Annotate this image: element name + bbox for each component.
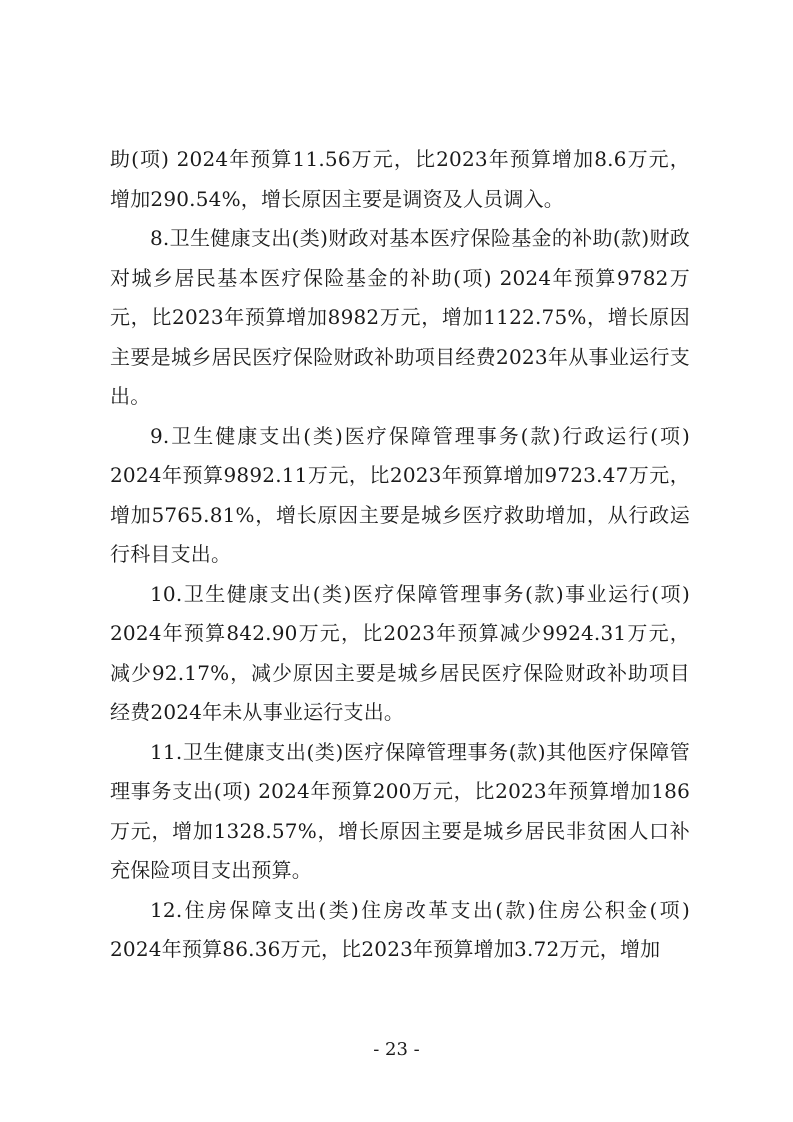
paragraph-item-11: 11.卫生健康支出(类)医疗保障管理事务(款)其他医疗保障管理事务支出(项) 2024年预算200万元，比2023年预算增加186万元，增加1328.57%，增长原因主要是城乡居民非贫困人口补充保险项目支出预算。 [110, 739, 690, 882]
document-body [110, 140, 690, 970]
paragraph-item-10: 10.卫生健康支出(类)医疗保障管理事务(款)事业运行(项) 2024年预算842.90万元，比2023年预算减少9924.31万元，减少92.17%，减少原因主要是城乡居民医疗保险财政补助项目经费2024年未从事业运行支出。 [110, 581, 690, 724]
paragraph-item-8: 8.卫生健康支出(类)财政对基本医疗保险基金的补助(款)财政对城乡居民基本医疗保险基金的补助(项) 2024年预算9782万元，比2023年预算增加8982万元，增加1122.75%，增长原因主要是城乡居民医疗保险财政补助项目经费2023年从事业运行支出。 [110, 226, 690, 408]
paragraph-item-12: 12.住房保障支出(类)住房改革支出(款)住房公积金(项) 2024年预算86.36万元，比2023年预算增加3.72万元，增加 [110, 897, 690, 961]
paragraph-item-9: 9.卫生健康支出(类)医疗保障管理事务(款)行政运行(项) 2024年预算9892.11万元，比2023年预算增加9723.47万元，增加5765.81%，增长原因主要是城乡医疗救助增加，从行政运行科目支出。 [110, 423, 690, 566]
page-number: - 23 - [373, 1039, 420, 1060]
paragraph-continuation: 助(项) 2024年预算11.56万元，比2023年预算增加8.6万元，增加290.54%，增长原因主要是调资及人员调入。 [110, 147, 690, 211]
